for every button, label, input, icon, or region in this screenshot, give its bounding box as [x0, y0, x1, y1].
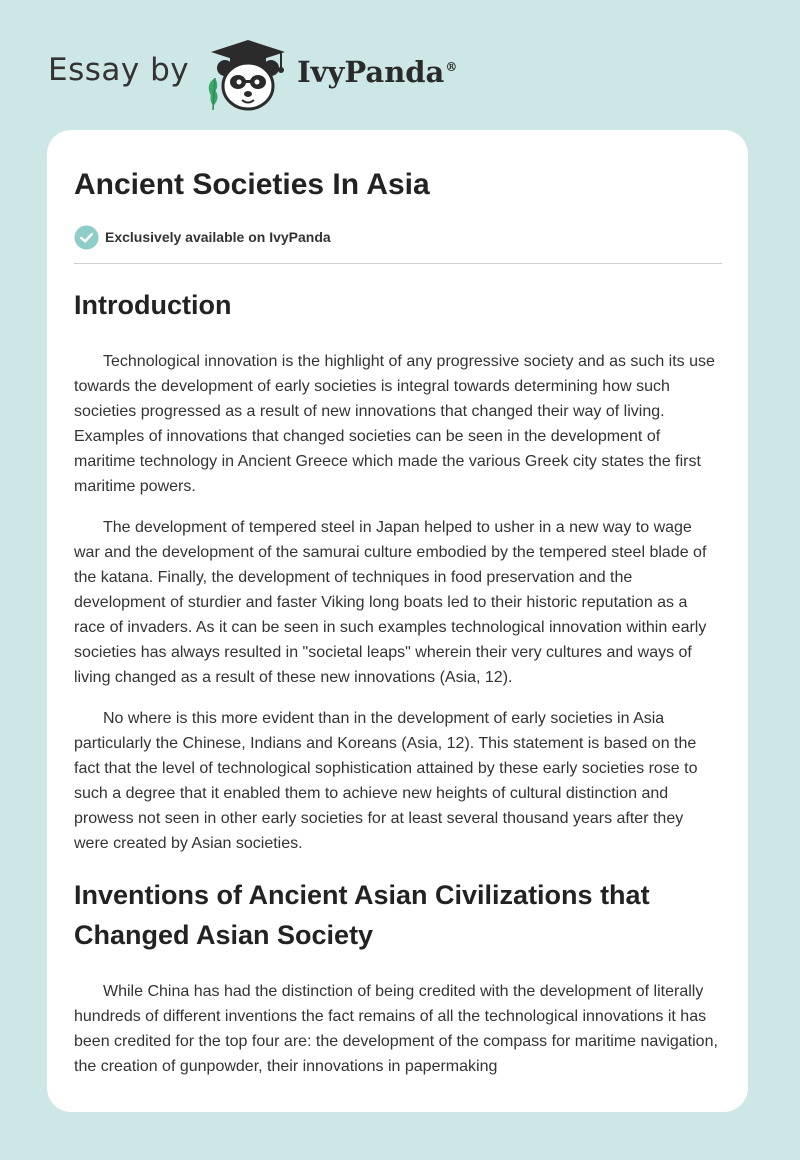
- paragraph: The development of tempered steel in Japan helped to usher in a new way to wage war and the development of the samurai culture embodied by the tempered steel blade of the katana. Finally, the development of techniques in food preservation and the development of sturdier and faster Viking long boats led to their historic reputation as a race of invaders. As it can be seen in such examples technological innovation within early societies has always resulted in "societal leaps" wherein their very cultures and ways of living changed as a result of these new innovations (Asia, 12).: [74, 519, 707, 686]
- exclusive-badge: [74, 225, 722, 249]
- brand-prefix: Essay by: [48, 52, 190, 88]
- brand-header: [48, 34, 457, 114]
- paragraph: While China has had the distinction of being credited with the development of literally hundreds of different inventions the fact remains of all the technological innovations it has been credited for the top four are: the development of the compass for maritime navigation, the creation of gunpowder, their innovations in papermaking: [74, 983, 718, 1075]
- paragraph: No where is this more evident than in the development of early societies in Asia particularly the Chinese, Indians and Koreans (Asia, 12). This statement is based on the fact that the level of technological sophistication attained by these early societies rose to such a degree that it enabled them to achieve new heights of cultural distinction and prowess not seen in other early societies for at least several thousand years after they were created by Asian societies.: [74, 710, 698, 852]
- panda-logo-icon[interactable]: [203, 34, 293, 114]
- divider: [74, 263, 722, 264]
- brand-name: IvyPanda®: [297, 55, 458, 89]
- article-card: [47, 130, 748, 1112]
- badge-text: Exclusively available on IvyPanda: [105, 229, 331, 245]
- section-heading-introduction: Introduction: [74, 290, 232, 320]
- section-heading-inventions: Inventions of Ancient Asian Civilizations that Changed Asian Society: [74, 880, 650, 950]
- paragraph: Technological innovation is the highlight of any progressive society and as such its use towards the development of early societies is integral towards determining how such societies progressed as a result of new innovations that changed their way of living. Examples of innovations that changed societies can be seen in the development of maritime technology in Ancient Greece which made the various Greek city states the first maritime powers.: [74, 353, 715, 495]
- check-circle-icon: [74, 225, 99, 250]
- page-title: Ancient Societies In Asia: [74, 168, 430, 201]
